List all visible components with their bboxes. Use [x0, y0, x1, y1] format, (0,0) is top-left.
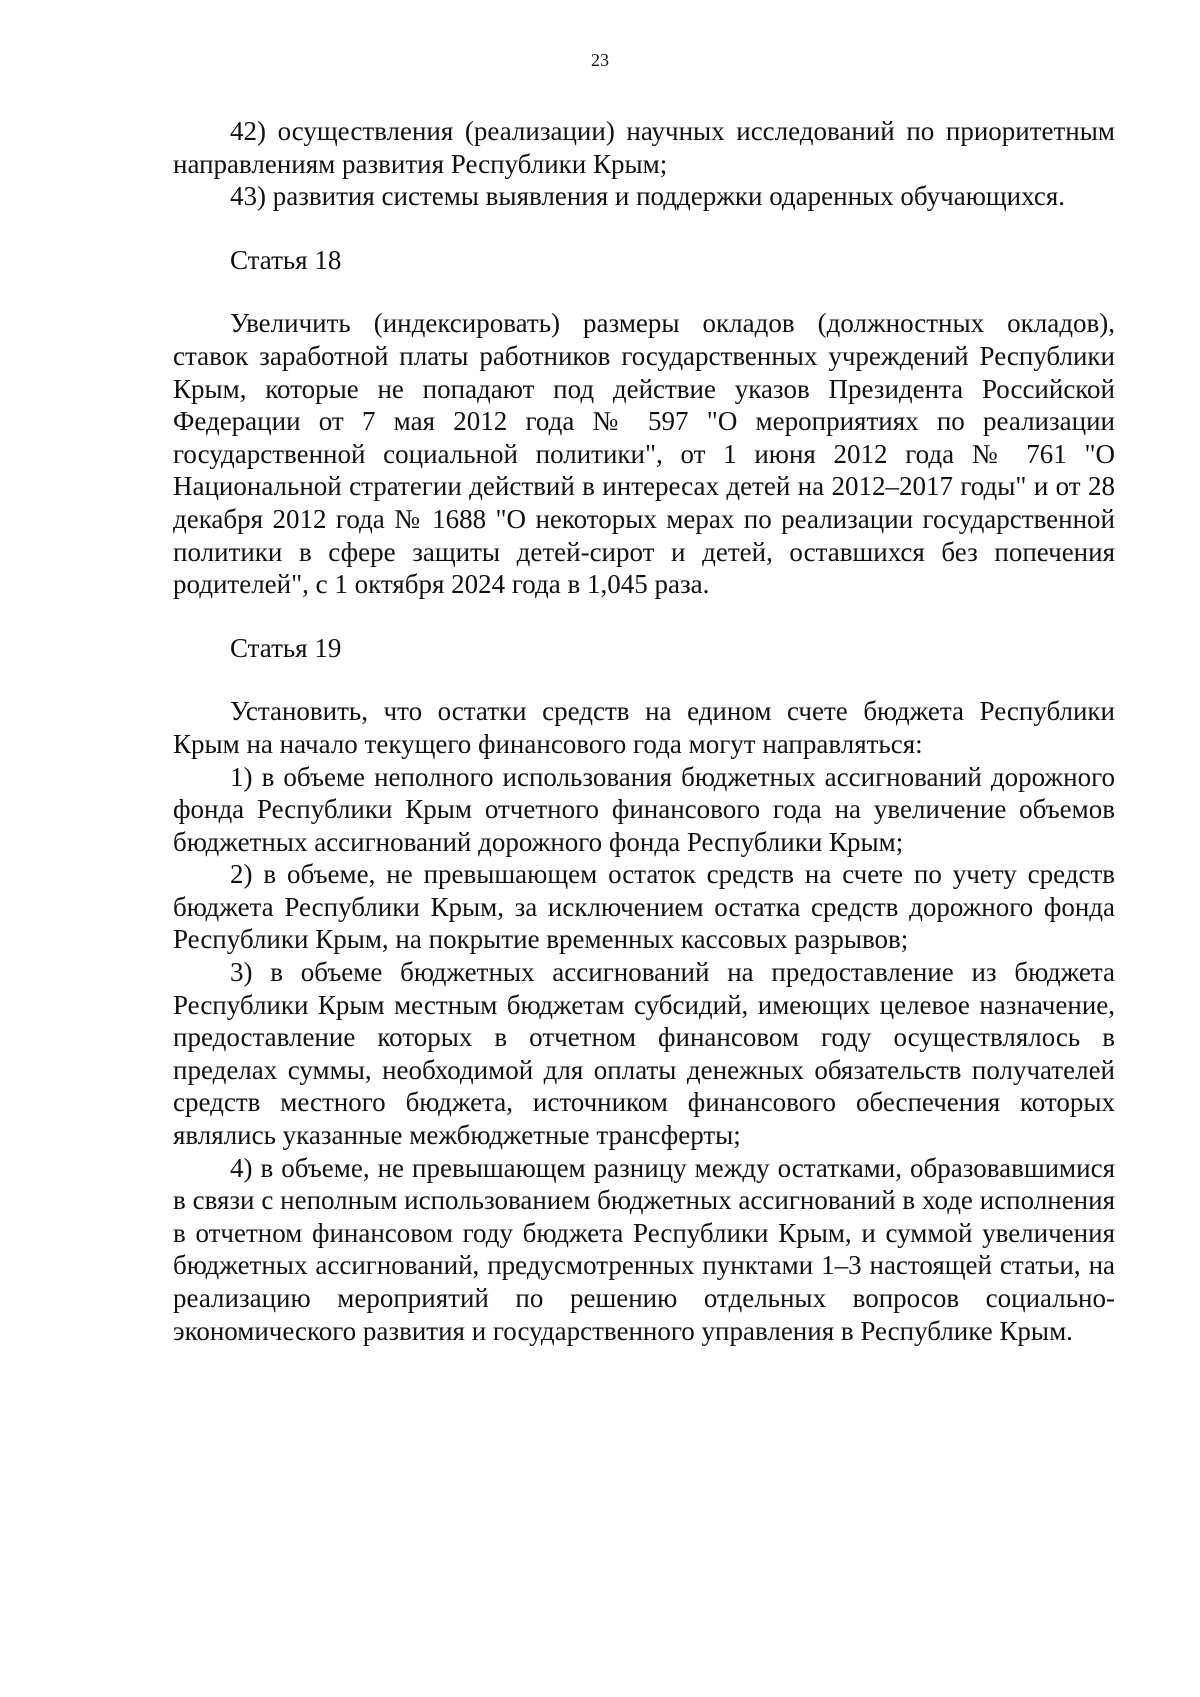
spacer: [173, 601, 1115, 632]
page-number: 23: [591, 50, 609, 70]
spacer: [173, 213, 1115, 244]
article-19-heading: Статья 19: [230, 632, 342, 663]
article-19-item-1: 1) в объеме неполного использования бюджетных ассигнований дорожного фонда Республики Крым отчетного финансового года на увеличение объемов бюджетных ассигнований дорожного фонда Республики Крым;: [173, 761, 1115, 857]
article-18-text: Увеличить (индексировать) размеры окладов (должностных окладов), ставок заработной платы работников государственных учреждений Республики Крым, которые не попадают под действие указов Президента Российской Федерации от 7 мая 2012 года № 597 "О мероприятиях по реализации государственной социальной политики", от 1 июня 2012 года № 761 "О Национальной стратегии действий в интересах детей на 2012–2017 годы" и от 28 декабря 2012 года № 1688 "О некоторых мерах по реализации государственной политики в сфере защиты детей-сирот и детей, оставшихся без попечения родителей", с 1 октября 2024 года в 1,045 раза.: [173, 308, 1115, 600]
article-19-item-2: 2) в объеме, не превышающем остаток средств на счете по учету средств бюджета Республики Крым, за исключением остатка средств дорожного фонда Республики Крым, на покрытие временных кассовых разрывов;: [173, 859, 1115, 955]
article-19-item-3: 3) в объеме бюджетных ассигнований на предоставление из бюджета Республики Крым местным бюджетам субсидий, имеющих целевое назначение, предоставление которых в отчетном финансовом году осуществлялось в пределах суммы, необходимой для оплаты денежных обязательств получателей средств местного бюджета, источником финансового обеспечения которых являлись указанные межбюджетные трансферты;: [173, 957, 1115, 1151]
spacer: [173, 664, 1115, 695]
list-item-42: 42) осуществления (реализации) научных исследований по приоритетным направлениям развития Республики Крым;: [173, 116, 1115, 179]
list-item-43: 43) развития системы выявления и поддержки одаренных обучающихся.: [230, 181, 1065, 212]
article-19-item-4: 4) в объеме, не превышающем разницу между остатками, образовавшимися в связи с неполным использованием бюджетных ассигнований в ходе исполнения в отчетном финансовом году бюджета Республики Крым, и суммой увеличения бюджетных ассигнований, предусмотренных пунктами 1–3 настоящей статьи, на реализацию мероприятий по решению отдельных вопросов социально-экономического развития и государственного управления в Республике Крым.: [173, 1152, 1115, 1346]
spacer: [173, 276, 1115, 307]
document-body: [173, 115, 1115, 1347]
article-18-heading: Статья 18: [230, 244, 342, 275]
article-19-intro: Установить, что остатки средств на едином счете бюджета Республики Крым на начало текущего финансового года могут направляться:: [173, 696, 1115, 759]
